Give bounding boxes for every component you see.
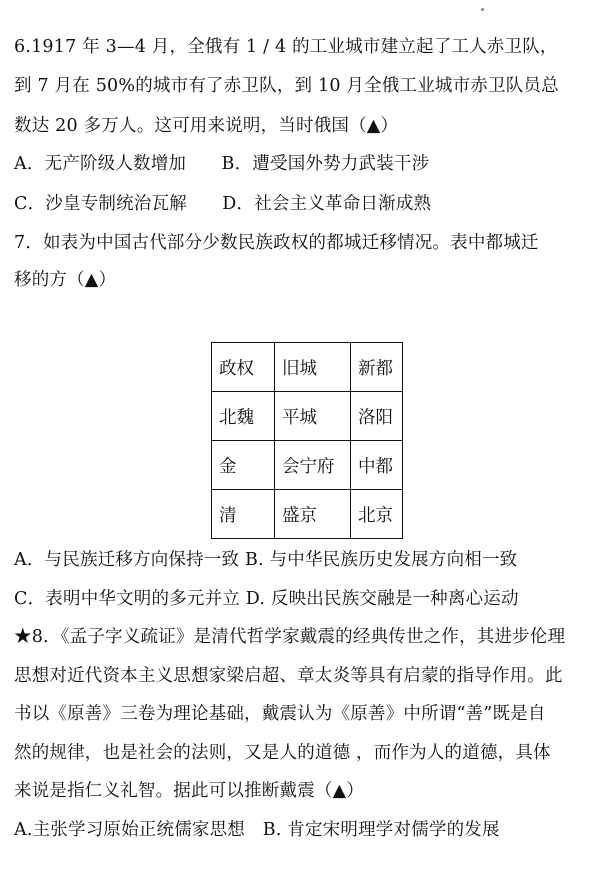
table-cell: 北魏 xyxy=(212,392,275,441)
q6-text-line-3: 数达 20 多万人。这可用来说明，当时俄国（▲） xyxy=(14,116,399,136)
scan-dot xyxy=(481,8,484,11)
capital-migration-table xyxy=(211,342,403,539)
table-cell: 中都 xyxy=(351,441,403,490)
table-row xyxy=(212,441,403,490)
table-cell: 平城 xyxy=(275,392,351,441)
q8-text-line-3: 书以《原善》三卷为理论基础，戴震认为《原善》中所谓“善”既是自 xyxy=(14,704,546,724)
table-cell: 金 xyxy=(212,441,275,490)
q8-option-ab: A.主张学习原始正统儒家思想 B. 肯定宋明理学对儒学的发展 xyxy=(14,820,500,840)
table-row xyxy=(212,490,403,539)
table-cell: 清 xyxy=(212,490,275,539)
q8-text-line-2: 思想对近代资本主义思想家梁启超、章太炎等具有启蒙的指导作用。此 xyxy=(14,666,563,686)
table-header-cell: 新都 xyxy=(351,343,403,392)
q6-text-line-1: 6.1917 年 3—4 月，全俄有 1 / 4 的工业城市建立起了工人赤卫队， xyxy=(14,37,558,57)
q7-option-cd: C．表明中华文明的多元并立 D. 反映出民族交融是一种离心运动 xyxy=(14,589,519,609)
table-cell: 洛阳 xyxy=(351,392,403,441)
q6-option-ab: A．无产阶级人数增加 B．遭受国外势力武装干涉 xyxy=(14,154,430,174)
q8-text-line-5: 来说是指仁义礼智。据此可以推断戴震（▲） xyxy=(14,781,364,801)
q7-option-ab: A．与民族迁移方向保持一致 B. 与中华民族历史发展方向相一致 xyxy=(14,550,518,570)
q8-text-line-1: ★8．《孟子字义疏证》是清代哲学家戴震的经典传世之作，其进步伦理 xyxy=(14,627,566,647)
table-header-cell: 旧城 xyxy=(275,343,351,392)
table-row xyxy=(212,392,403,441)
table-cell: 盛京 xyxy=(275,490,351,539)
q6-option-cd: C．沙皇专制统治瓦解 D．社会主义革命日渐成熟 xyxy=(14,194,432,214)
table-cell: 北京 xyxy=(351,490,403,539)
q7-text-line-1: 7．如表为中国古代部分少数民族政权的都城迁移情况。表中都城迁 xyxy=(14,233,539,253)
table-header-cell: 政权 xyxy=(212,343,275,392)
q8-text-line-4: 然的规律，也是社会的法则，又是人的道德 ，而作为人的道德，具体 xyxy=(14,743,551,763)
table-header-row xyxy=(212,343,403,392)
q6-text-line-2: 到 7 月在 50%的城市有了赤卫队，到 10 月全俄工业城市赤卫队员总 xyxy=(14,76,559,96)
table-cell: 会宁府 xyxy=(275,441,351,490)
q7-text-line-2: 移的方（▲） xyxy=(14,270,117,290)
